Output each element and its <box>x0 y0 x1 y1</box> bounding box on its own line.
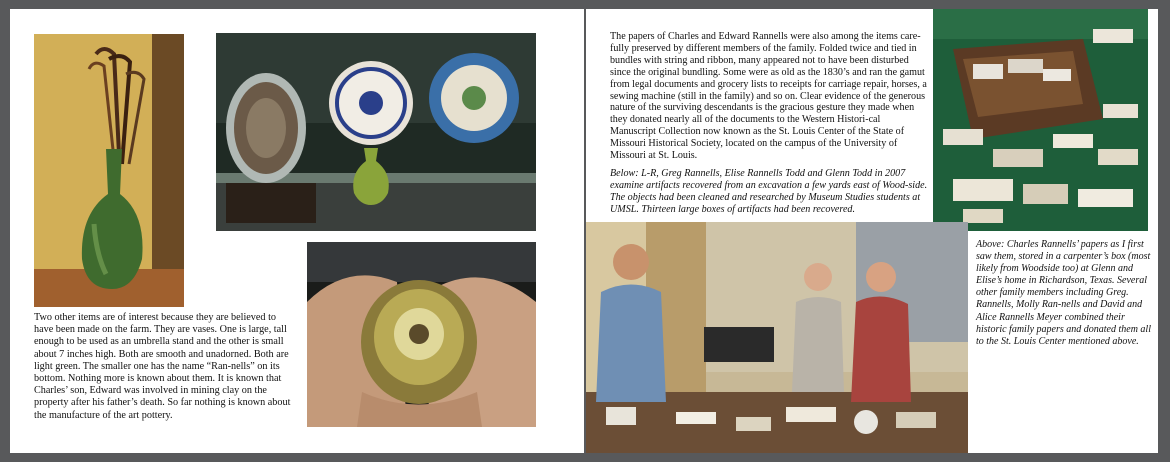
right-page <box>586 9 1158 453</box>
vases-paragraph: Two other items are of interest because they are believed to have been made on the farm. They are vases. One is large, tall enough to be used as an umbrella stand and the other is small about 7 inches high. Both are smooth and unadorned. Both are light green. The smaller one has the name “Ran-nells” on its bottom. Nothing more is known about them. It is known that Charles’ son, Edward was involved in mining clay on the property after his father’s death. So far nothing is known about the manufacture of the art pottery. <box>34 312 291 421</box>
artifact-examination-photo <box>586 222 968 453</box>
left-page <box>10 9 584 453</box>
large-vase-photo <box>34 34 184 307</box>
cabinet-display-photo <box>216 33 536 231</box>
hands-vase-photo <box>307 242 536 427</box>
papers-paragraph: The papers of Charles and Edward Rannells were also among the items care-fully preserved by different members of the family. Folded twice and tied in bundles with string and ribbon, many appeared not to have been disturbed since the original bundling. Some were as old as the 1830’s and ran the gamut from legal documents and grocery lists to receipts for carriage repair, horses, a sewing machine (still in the family) and so on. Clear evidence of the generous nature of the surviving descendants is the gracious gesture they made when they donated nearly all of the documents to the Western Histori-cal Manuscript Collection now known as the St. Louis Center of the State of Missouri Historical Society, located on the campus of the University of Missouri at St. Louis. <box>610 31 927 162</box>
below-caption: Below: L-R, Greg Rannells, Elise Rannells Todd and Glenn Todd in 2007 examine artifacts recovered from an excavation a few yards east of Wood-side. The objects had been cleaned and researched by Museum Studies students at UMSL. Thirteen large boxes of artifacts had been recovered. <box>610 168 928 215</box>
papers-box-photo <box>933 9 1148 231</box>
above-caption: Above: Charles Rannells’ papers as I first saw them, stored in a carpenter’s box (most likely from Woodside too) at Glenn and Elise’s home in Richardson, Texas. Several other family members including Greg. Rannells, Molly Ran-nells and David and Alice Rannells Meyer combined their historic family papers and donated them all to the St. Louis Center mentioned above. <box>976 239 1151 347</box>
